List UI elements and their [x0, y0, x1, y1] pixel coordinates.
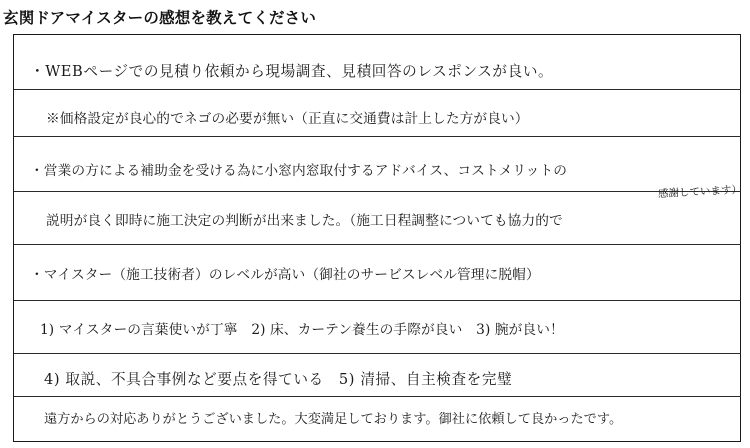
feedback-line-4: 説明が良く即時に施工決定の判断が出来ました。（施工日程調整についても協力的で [46, 213, 563, 229]
ruled-line [14, 191, 741, 192]
ruled-line [14, 136, 741, 137]
feedback-line-5: ・マイスター（施工技術者）のレベルが高い（御社のサービスレベル管理に脱帽） [30, 267, 540, 283]
ruled-line [14, 353, 741, 354]
ruled-line [14, 244, 741, 245]
ruled-line [14, 300, 741, 301]
ruled-line [14, 396, 741, 397]
handwritten-annotation: 感謝しています） [657, 183, 743, 201]
feedback-line-7: 4) 取説、不具合事例など要点を得ている 5) 清掃、自主検査を完璧 [44, 371, 513, 388]
feedback-line-2: ※価格設定が良心的でネゴの必要が無い（正直に交通費は計上した方が良い） [46, 111, 529, 127]
ruled-line [14, 89, 741, 90]
feedback-line-8: 遠方からの対応ありがとうございました。大変満足しております。御社に依頼して良かったです。 [44, 412, 623, 427]
feedback-line-1: ・WEBページでの見積り依頼から現場調査、見積回答のレスポンスが良い。 [30, 63, 554, 80]
feedback-line-6: 1) マイスターの言葉使いが丁寧 2) 床、カーテン養生の手際が良い 3) 腕が良い！ [40, 322, 564, 338]
feedback-line-3: ・営業の方による補助金を受ける為に小窓内窓取付するアドバイス、コストメリットの [30, 163, 568, 179]
page-title: 玄関ドアマイスターの感想を教えてください [3, 9, 317, 27]
